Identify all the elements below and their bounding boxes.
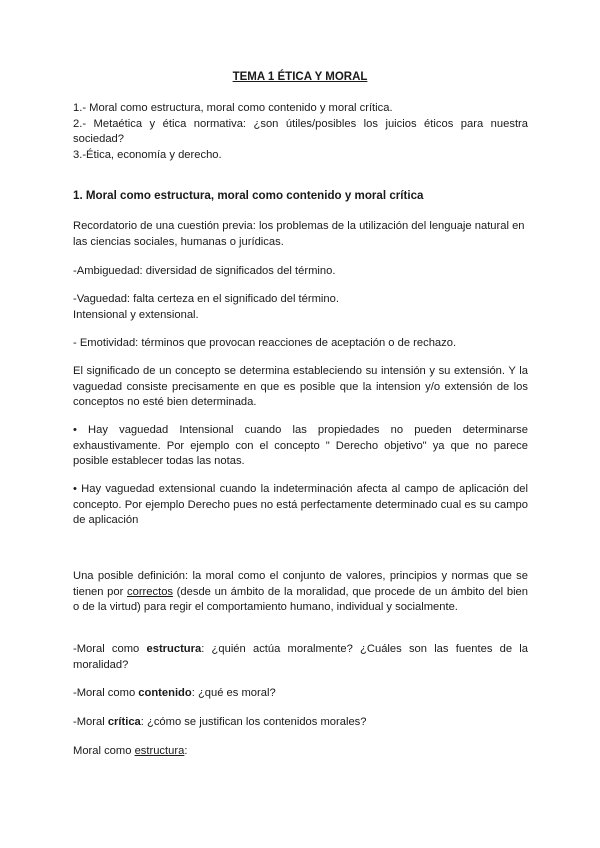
significado-paragraph: El significado de un concepto se determina estableciendo su intensión y su extensión. Y la vaguedad consiste precisamente en que es posible que la intension y/o extensión de los conceptos no esté bien determinada.	[73, 365, 528, 408]
bullet-intensional: • Hay vaguedad Intensional cuando las propiedades no pueden determinarse exhaustivamente. Por ejemplo con el concepto " Derecho objetivo" ya que no parece posible establecer todas las notas.	[73, 424, 528, 467]
final-suffix: :	[184, 745, 188, 757]
index-item-2: 2.- Metaética y ética normativa: ¿son útiles/posibles los juicios éticos para nuestra sociedad?	[73, 117, 528, 145]
final-underlined: estructura	[134, 745, 185, 757]
vaguedad-line-2: Intensional y extensional.	[73, 308, 199, 321]
document-title: TEMA 1 ÉTICA Y MORAL	[232, 71, 368, 83]
topic-index	[73, 101, 528, 163]
final-line	[73, 744, 528, 760]
ambiguedad-line: -Ambiguedad: diversidad de significados del término.	[73, 265, 336, 277]
q-estructura-bold: estructura	[146, 643, 202, 655]
q-estructura-prefix: -Moral como	[73, 643, 147, 655]
emotividad-line: - Emotividad: términos que provocan reacciones de aceptación o de rechazo.	[73, 337, 457, 349]
q-estructura-rest: : ¿quién actúa moralmente? ¿Cuáles son las fuentes de la moralidad?	[73, 643, 528, 671]
section-heading: 1. Moral como estructura, moral como contenido y moral crítica	[73, 189, 424, 202]
intro-paragraph: Recordatorio de una cuestión previa: los problemas de la utilización del lenguaje natural en las ciencias sociales, humanas o jurídicas.	[73, 220, 525, 248]
definicion-underlined-word: correctos	[127, 585, 174, 598]
definicion-paragraph	[73, 569, 528, 616]
definicion-text-2: (desde un ámbito de la moralidad, que procede de un ámbito del bien o de la virtud) para regir el comportamiento humano, individual y socialmente.	[73, 585, 528, 613]
q-critica-bold: crítica	[107, 716, 141, 728]
bullet-extensional: • Hay vaguedad extensional cuando la indeterminación afecta al campo de aplicación del concepto. Por ejemplo Derecho pues no está perfectamente determinado cual es su campo de aplicación	[73, 483, 528, 526]
q-contenido-prefix: -Moral como	[73, 687, 139, 699]
final-prefix: Moral como	[73, 745, 135, 757]
index-item-1: 1.- Moral como estructura, moral como contenido y moral crítica.	[73, 102, 393, 114]
q-critica-prefix: -Moral	[73, 716, 108, 728]
moral-estructura-question	[73, 642, 528, 673]
index-item-3: 3.-Ética, economía y derecho.	[73, 148, 222, 161]
vaguedad-line-1: -Vaguedad: falta certeza en el significado del término.	[73, 293, 339, 305]
moral-critica-question	[73, 715, 528, 731]
q-contenido-rest: : ¿qué es moral?	[191, 687, 276, 699]
vaguedad-paragraph	[73, 292, 528, 323]
q-critica-rest: : ¿cómo se justifican los contenidos morales?	[140, 716, 367, 728]
q-contenido-bold: contenido	[138, 687, 192, 699]
moral-contenido-question	[73, 686, 528, 702]
definicion-text-1: Una posible definición: la moral como el conjunto de valores, principios y normas que se tienen por	[73, 570, 528, 598]
